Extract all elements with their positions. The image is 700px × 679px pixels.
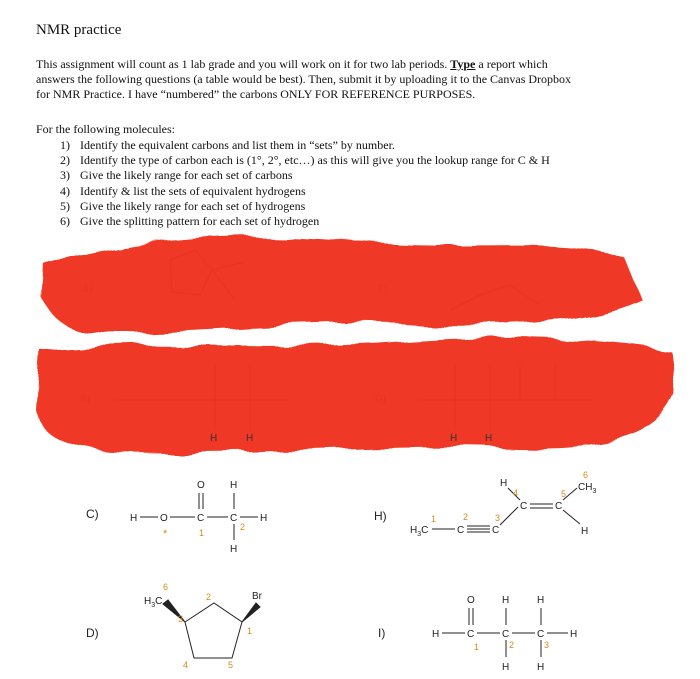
atom-label: H [450, 433, 458, 444]
carbon-number: 2 [240, 522, 246, 532]
molecule-h [374, 470, 596, 538]
question-text: Identify & list the sets of equivalent hydrogens [80, 183, 306, 198]
carbon-number: 1 [431, 514, 437, 524]
atom-c: C [230, 513, 238, 524]
intro-line-1-start: This assignment will count as 1 lab grade and you will work on it for two lab periods. [36, 57, 448, 71]
atom-label: H [485, 433, 493, 444]
carbon-number: 4 [513, 488, 519, 498]
atom-ch3: $CH_3$ [578, 482, 597, 495]
type-keyword: Type [450, 57, 476, 71]
atom-h: H [260, 513, 268, 524]
question-number: 2) [60, 153, 70, 168]
molecule-h-label: H) [374, 509, 387, 523]
carbon-number: 2 [509, 640, 515, 650]
molecule-c-label: C) [86, 507, 99, 521]
atom-label: H [246, 433, 254, 444]
question-text: Identify the type of carbon each is (1°, 2°, etc…) as this will give you the lookup range for C & H [80, 153, 550, 168]
atom-c: C [467, 629, 475, 640]
atom-o: O [197, 480, 205, 491]
bond [563, 510, 580, 524]
atom-c: C [492, 525, 500, 536]
molecule-c [86, 480, 267, 555]
intro-line-1-end: a report which [478, 57, 548, 71]
cyclopentane-ring [185, 603, 242, 658]
atom-o: O [160, 513, 168, 524]
intro-line-3: for NMR Practice. I have “numbered” the carbons ONLY FOR REFERENCE PURPOSES. [36, 87, 476, 101]
question-number: 5) [60, 198, 70, 213]
bond [500, 507, 518, 525]
atom-c: C [520, 501, 528, 512]
atom-c: C [457, 525, 465, 536]
atom-o: O [467, 595, 475, 606]
atom-br: Br [252, 591, 262, 602]
carbon-number: 4 [183, 660, 189, 670]
carbon-number: 5 [561, 489, 567, 499]
molecule-d [86, 582, 263, 670]
carbon-number: 3 [178, 614, 184, 624]
carbon-number: 1 [199, 528, 205, 538]
question-number: 4) [60, 183, 70, 198]
atom-h: H [537, 595, 545, 606]
intro-line-2: answers the following questions (a table would be best). Then, submit it by uploading it to the Canvas Dropbox [36, 72, 572, 86]
carbon-number: 2 [463, 512, 469, 522]
question-text: Identify the equivalent carbons and list them in “sets” by number. [80, 138, 395, 152]
atom-h: H [230, 480, 238, 491]
atom-h: H [502, 662, 510, 673]
atom-h: H [130, 513, 138, 524]
redaction-band-1 [44, 237, 642, 332]
carbon-number: 5 [228, 660, 234, 670]
carbon-number: 2 [206, 592, 212, 602]
carbon-number: 1 [247, 626, 253, 636]
atom-h3c: $H_3C$ [144, 596, 163, 609]
question-number: 1) [60, 138, 70, 152]
carbon-number: 6 [163, 582, 169, 592]
atom-c: C [197, 513, 205, 524]
question-number: 3) [60, 168, 70, 183]
carbon-number: 6 [583, 470, 589, 480]
question-text: Give the likely range for each set of carbons [80, 168, 293, 183]
atom-c: C [502, 629, 510, 640]
question-text: Give the splitting pattern for each set of hydrogen [80, 214, 320, 229]
carbon-number: 1 [474, 642, 480, 652]
atom-h: H [581, 526, 589, 537]
atom-h: H [432, 629, 440, 640]
atom-h: H [537, 662, 545, 673]
atom-h: H [500, 478, 508, 489]
atom-c: C [537, 629, 545, 640]
molecule-i-label: I) [378, 626, 386, 640]
redaction-band-2 [36, 338, 676, 453]
carbon-number: 3 [544, 640, 550, 650]
question-number: 6) [60, 214, 70, 229]
carbon-number: 3 [495, 513, 501, 523]
atom-c: C [555, 501, 563, 512]
atom-h: H [502, 595, 510, 606]
atom-h: H [570, 629, 578, 640]
atom-label: H [210, 433, 218, 444]
question-text: Give the likely range for each set of hydrogens [80, 198, 306, 213]
molecules-lead: For the following molecules: [36, 122, 175, 136]
wedge-bond [242, 603, 260, 622]
page-title: NMR practice [36, 22, 122, 38]
carbon-number: * [163, 528, 168, 540]
atom-h: H [230, 544, 238, 555]
atom-h3c: $H_3C$ [410, 525, 429, 538]
molecule-i [378, 595, 577, 673]
molecule-d-label: D) [86, 626, 99, 640]
